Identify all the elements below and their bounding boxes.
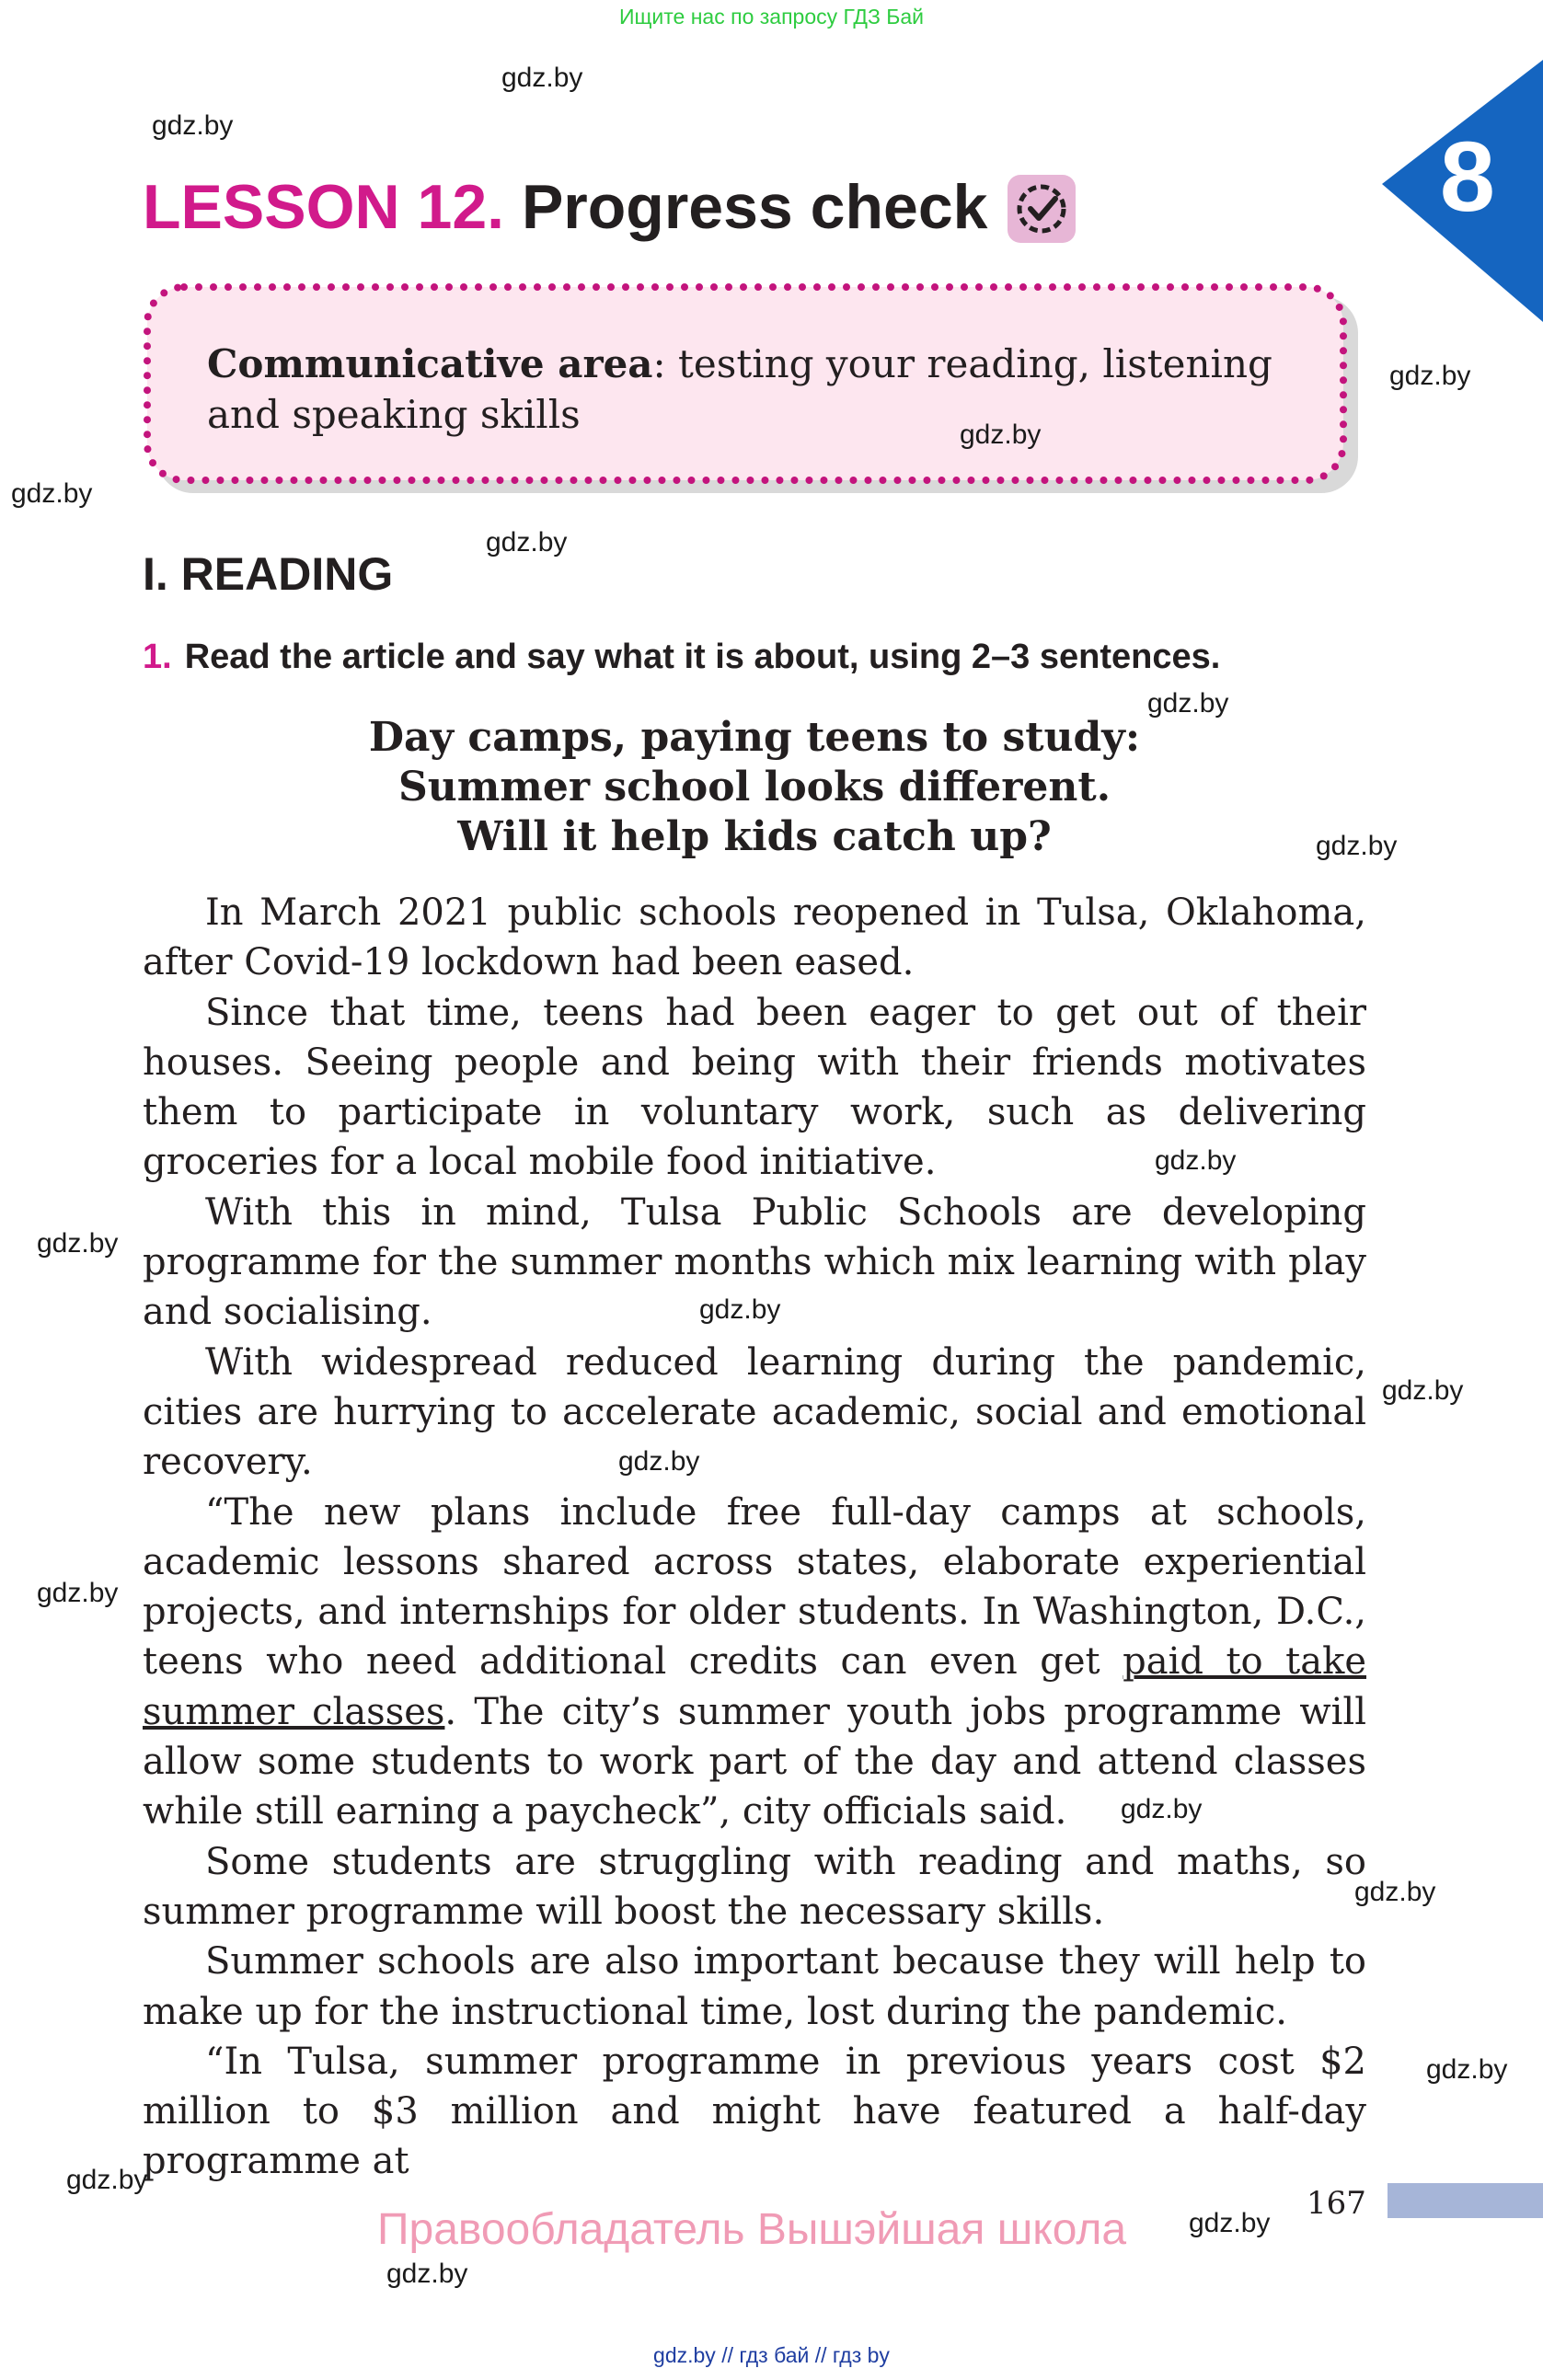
page-number-bar bbox=[1388, 2183, 1543, 2218]
headline-line: Day camps, paying teens to study: bbox=[368, 714, 1141, 761]
article-headline bbox=[143, 713, 1366, 862]
watermark: gdz.by bbox=[66, 2165, 148, 2195]
watermark: gdz.by bbox=[618, 1446, 700, 1477]
article-paragraph: Some students are struggling with reading and maths, so summer programme will boost the necessary skills. bbox=[143, 1840, 1366, 1933]
task-instruction bbox=[143, 638, 1220, 677]
watermark: gdz.by bbox=[1389, 361, 1471, 391]
headline-line: Summer school looks different. bbox=[397, 764, 1111, 811]
watermark: gdz.by bbox=[1382, 1375, 1464, 1406]
watermark: gdz.by bbox=[1426, 2054, 1508, 2085]
watermark: gdz.by bbox=[1147, 688, 1229, 719]
lesson-prefix: LESSON 12. bbox=[143, 172, 505, 242]
watermark: gdz.by bbox=[1354, 1877, 1436, 1907]
article-paragraph: Summer schools are also important because they will help to make up for the instructional time, lost during the pandemic. bbox=[143, 1940, 1366, 2033]
rights-holder: Правообладатель Вышэйшая школа bbox=[377, 2205, 1127, 2254]
watermark: gdz.by bbox=[699, 1294, 781, 1325]
section-heading: I. READING bbox=[143, 548, 394, 600]
article-body bbox=[143, 888, 1366, 2187]
article-paragraph: Since that time, teens had been eager to get out of their houses. Seeing people and being with their friends motivates them to participate in voluntary work, such as delivering groceries for a local mobile food initiative. bbox=[143, 991, 1366, 1184]
task-number: 1. bbox=[143, 638, 172, 676]
article-paragraph: With widespread reduced learning during the pandemic, cities are hurrying to accelerate academic, social and emotional recovery. bbox=[143, 1340, 1366, 1484]
article-paragraph: “In Tulsa, summer programme in previous years cost $2 million to $3 million and might have featured a half-day programme at bbox=[143, 2040, 1366, 2183]
watermark: gdz.by bbox=[1189, 2208, 1271, 2238]
watermark: gdz.by bbox=[1155, 1145, 1237, 1176]
article-paragraph: In March 2021 public schools reopened in Tulsa, Oklahoma, after Covid-19 lockdown had been eased. bbox=[143, 891, 1366, 984]
watermark: gdz.by bbox=[37, 1578, 119, 1608]
watermark: gdz.by bbox=[960, 420, 1042, 450]
communicative-area-text bbox=[207, 339, 1316, 440]
quote-text: “The new plans include free full-day camps at schools, academic lessons shared across states, elaborate experiential projects, and internships for older students. In Washington, D.C., teens who need additional credits can even get bbox=[143, 1490, 1366, 1684]
watermark: gdz.by bbox=[37, 1228, 119, 1259]
top-note: Ищите нас по запросу ГДЗ Бай bbox=[618, 5, 925, 29]
watermark: gdz.by bbox=[486, 527, 568, 558]
communicative-label: Communicative area bbox=[207, 341, 653, 386]
quote-text: . The city’s summer youth jobs programme will allow some students to work part of the day and attend classes while still earning a paycheck”, city officials said. bbox=[143, 1690, 1366, 1834]
page-number: 167 bbox=[1307, 2185, 1366, 2222]
footer-links: gdz.by // гдз бай // гдз by bbox=[653, 2343, 890, 2367]
lesson-name: Progress check bbox=[521, 172, 988, 242]
headline-line: Will it help kids catch up? bbox=[457, 813, 1052, 860]
watermark: gdz.by bbox=[1316, 831, 1398, 861]
watermark: gdz.by bbox=[1121, 1794, 1203, 1824]
watermark: gdz.by bbox=[386, 2259, 468, 2289]
check-circle-icon bbox=[1008, 175, 1076, 243]
article-paragraph: With this in mind, Tulsa Public Schools are developing programme for the summer months which mix learning with play and socialising. bbox=[143, 1190, 1366, 1334]
task-text: Read the article and say what it is about, using 2–3 sentences. bbox=[184, 638, 1221, 676]
lesson-title bbox=[143, 171, 987, 243]
watermark: gdz.by bbox=[501, 63, 583, 93]
underlined-phrase: paid to take summer classes bbox=[143, 1640, 1366, 1733]
watermark: gdz.by bbox=[152, 110, 234, 141]
watermark: gdz.by bbox=[11, 478, 93, 509]
unit-number: 8 bbox=[1439, 121, 1495, 232]
article-quote-paragraph bbox=[143, 1488, 1366, 1837]
communicative-description: : testing your reading, listening and speaking skills bbox=[207, 341, 1272, 437]
